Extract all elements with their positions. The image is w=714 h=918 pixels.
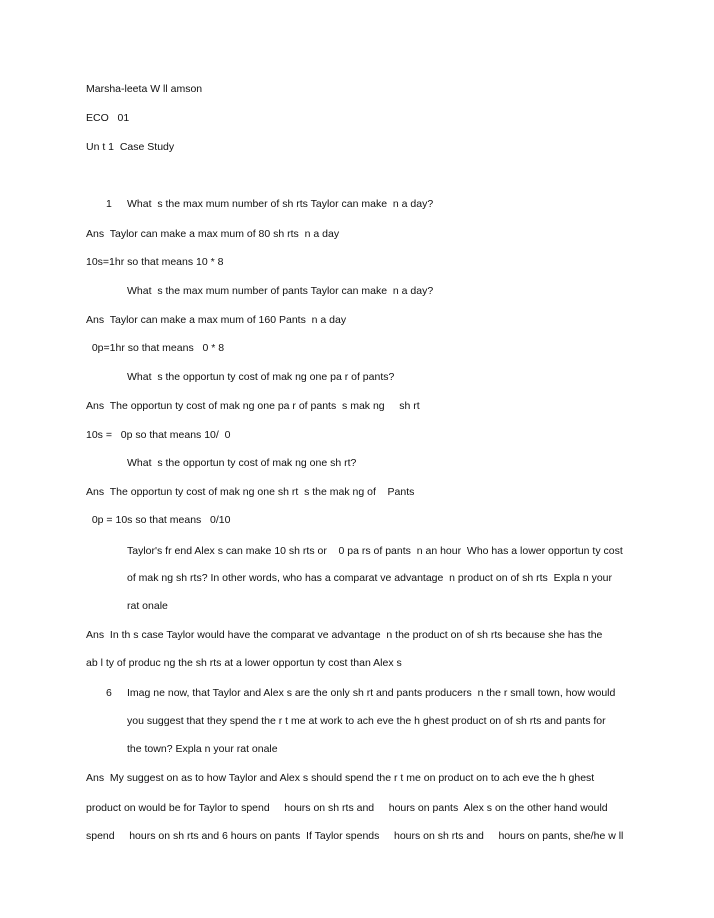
question-6-number: 6 bbox=[106, 687, 112, 699]
question-6-line-2: you suggest that they spend the r t me at work to ach eve the h ghest product on of sh rts and pants for bbox=[127, 715, 606, 727]
question-5-line-1: Taylor's fr end Alex s can make 10 sh rts or 0 pa rs of pants n an hour Who has a lower opportun ty cost bbox=[127, 545, 623, 557]
working-1: 10s=1hr so that means 10 * 8 bbox=[86, 256, 224, 268]
question-3: What s the opportun ty cost of mak ng one pa r of pants? bbox=[127, 371, 395, 383]
course-code: ECO 01 bbox=[86, 112, 130, 124]
answer-6-line-3: spend hours on sh rts and 6 hours on pants If Taylor spends hours on sh rts and hours on pants, she/he w ll bbox=[86, 830, 624, 842]
question-1: What s the max mum number of sh rts Taylor can make n a day? bbox=[127, 198, 434, 210]
question-1-number: 1 bbox=[106, 198, 112, 210]
answer-6-line-2: product on would be for Taylor to spend hours on sh rts and hours on pants Alex s on the other hand would bbox=[86, 802, 608, 814]
answer-6-line-1: Ans My suggest on as to how Taylor and Alex s should spend the r t me on product on to ach eve the h ghest bbox=[86, 772, 595, 784]
answer-1: Ans Taylor can make a max mum of 80 sh rts n a day bbox=[86, 228, 340, 240]
answer-5-line-1: Ans In th s case Taylor would have the comparat ve advantage n the product on of sh rts because she has the bbox=[86, 629, 603, 641]
question-6-line-1: Imag ne now, that Taylor and Alex s are the only sh rt and pants producers n the r small town, how would bbox=[127, 687, 616, 699]
working-2: 0p=1hr so that means 0 * 8 bbox=[86, 342, 225, 354]
question-6-line-3: the town? Expla n your rat onale bbox=[127, 743, 278, 755]
question-2: What s the max mum number of pants Taylor can make n a day? bbox=[127, 285, 434, 297]
answer-5-line-2: ab l ty of produc ng the sh rts at a lower opportun ty cost than Alex s bbox=[86, 657, 402, 669]
answer-4: Ans The opportun ty cost of mak ng one sh rt s the mak ng of Pants bbox=[86, 486, 415, 498]
working-3: 10s = 0p so that means 10/ 0 bbox=[86, 429, 231, 441]
answer-3: Ans The opportun ty cost of mak ng one pa r of pants s mak ng sh rt bbox=[86, 400, 420, 412]
author-name: Marsha-leeta W ll amson bbox=[86, 83, 203, 95]
question-5-line-2: of mak ng sh rts? In other words, who has a comparat ve advantage n product on of sh rts Expla n your bbox=[127, 572, 613, 584]
question-5-line-3: rat onale bbox=[127, 600, 168, 612]
working-4: 0p = 10s so that means 0/10 bbox=[86, 514, 231, 526]
question-4: What s the opportun ty cost of mak ng one sh rt? bbox=[127, 457, 357, 469]
unit-title: Un t 1 Case Study bbox=[86, 141, 175, 153]
answer-2: Ans Taylor can make a max mum of 160 Pants n a day bbox=[86, 314, 347, 326]
